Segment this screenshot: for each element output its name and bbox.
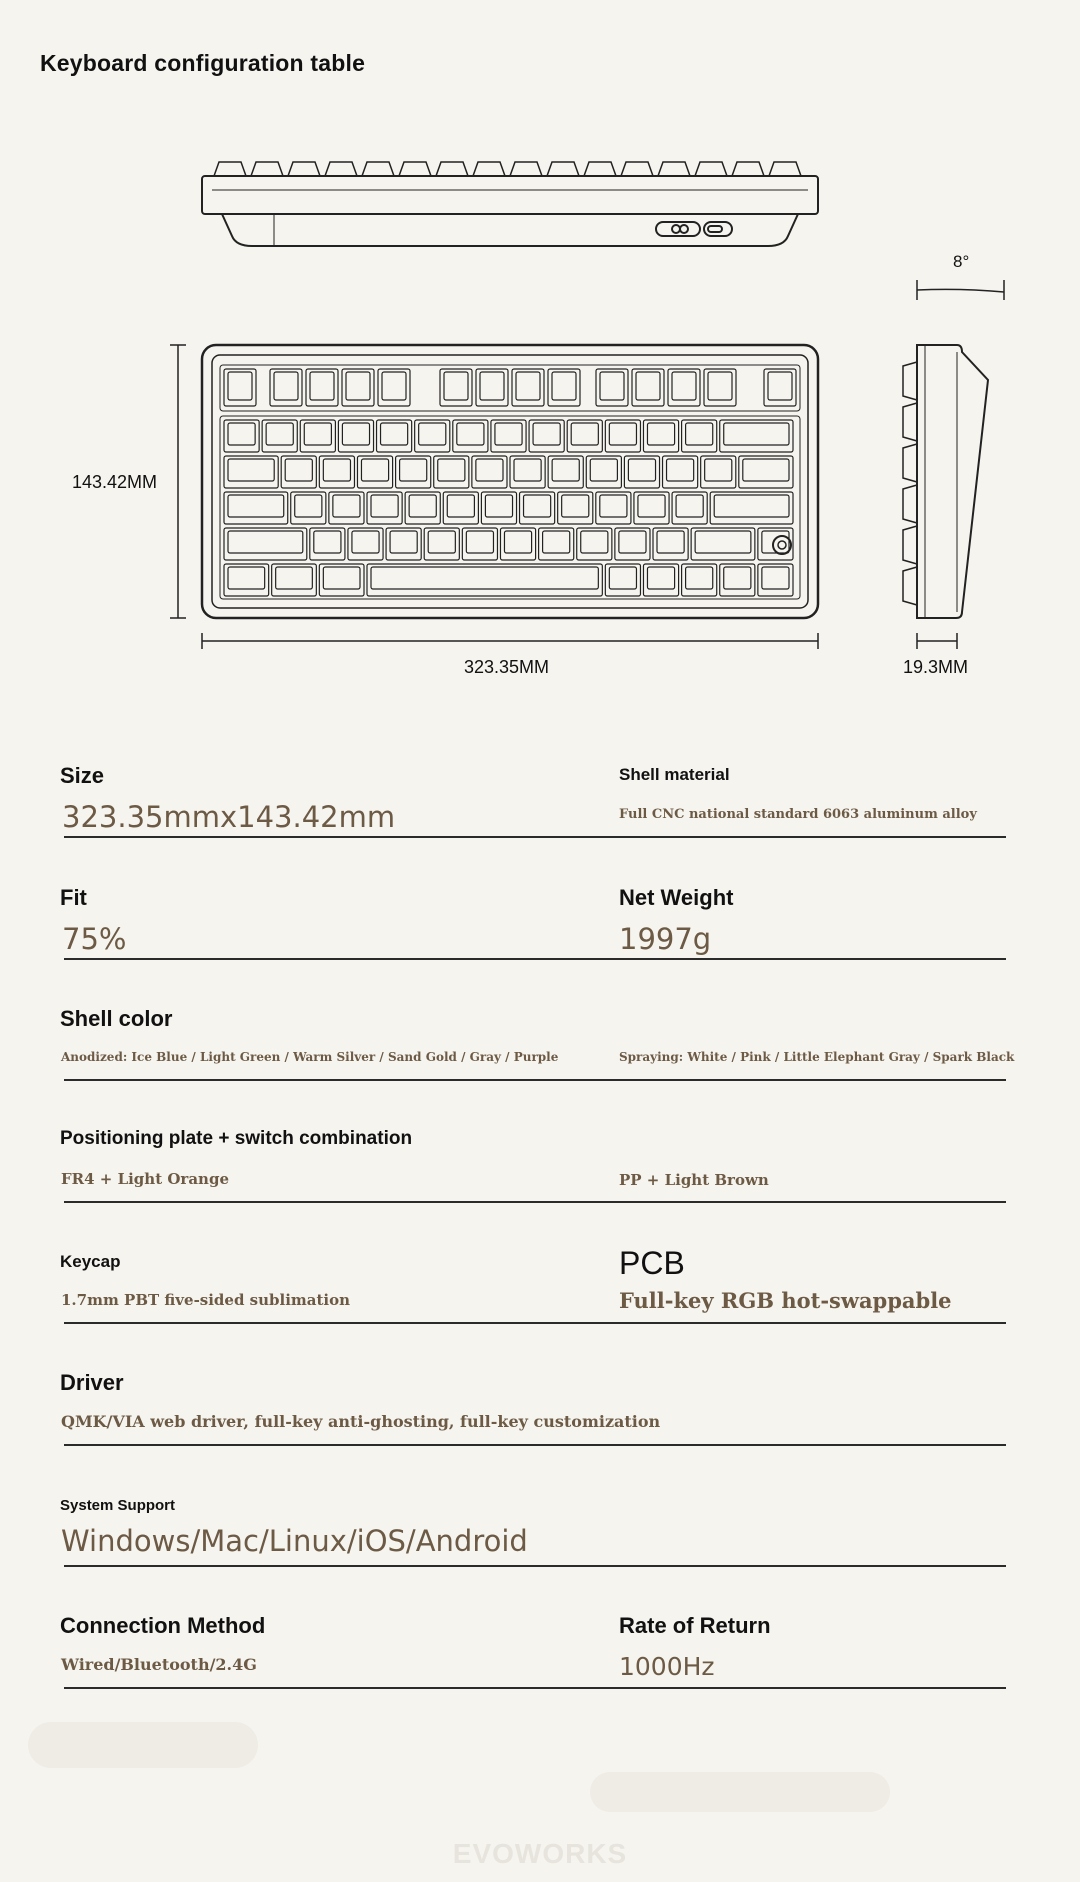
key-top: [609, 567, 636, 589]
key: [624, 456, 659, 488]
key: [377, 420, 412, 452]
system-support-value: Windows/Mac/Linux/iOS/Android: [61, 1524, 528, 1558]
key: [682, 420, 717, 452]
keycap-side-profile: [903, 567, 917, 605]
depth-dimension-label: 19.3MM: [903, 657, 969, 677]
key-top: [636, 372, 660, 400]
connection-value: Wired/Bluetooth/2.4G: [61, 1655, 257, 1674]
connection-label: Connection Method: [60, 1613, 266, 1638]
key: [520, 492, 555, 524]
key-top: [533, 423, 560, 445]
page-title: Keyboard configuration table: [40, 50, 366, 76]
key-top: [444, 372, 468, 400]
shell-color-label: Shell color: [60, 1006, 173, 1031]
plate-label: Positioning plate + switch combination: [60, 1128, 413, 1149]
key-top: [619, 531, 646, 553]
keycap-side-profile: [903, 403, 917, 441]
fit-label: Fit: [60, 885, 87, 910]
key: [758, 564, 793, 596]
key: [262, 420, 297, 452]
key-top: [352, 531, 379, 553]
keyboard-diagram: [0, 0, 1080, 720]
key-top: [447, 495, 474, 517]
pcb-label: PCB: [619, 1245, 685, 1281]
divider: [64, 1201, 1006, 1203]
key: [586, 456, 621, 488]
key-top: [310, 372, 334, 400]
key-top: [768, 372, 792, 400]
key: [548, 456, 583, 488]
key-top: [708, 372, 732, 400]
key: [272, 564, 317, 596]
side-view-drawing: [917, 345, 988, 618]
key-top: [228, 531, 303, 553]
key-top: [323, 567, 360, 589]
net-weight-label: Net Weight: [619, 885, 734, 910]
key-top: [381, 423, 408, 445]
key-top: [628, 459, 655, 481]
keycap-profile: [436, 162, 468, 176]
key: [739, 456, 793, 488]
key-top: [295, 495, 322, 517]
key-top: [647, 423, 674, 445]
divider: [64, 1687, 1006, 1689]
key-top: [314, 531, 341, 553]
brand-watermark: EVOWORKS: [452, 1838, 628, 1869]
front-view-drawing: [202, 176, 818, 246]
width-dimension-label: 323.35MM: [464, 657, 550, 677]
key-top: [695, 531, 751, 553]
key-top: [516, 372, 540, 400]
key-top: [304, 423, 331, 445]
key: [424, 528, 459, 560]
key: [605, 420, 640, 452]
keycap-profile: [510, 162, 542, 176]
key-top: [485, 495, 512, 517]
key: [415, 420, 450, 452]
key: [634, 492, 669, 524]
key-top: [342, 423, 369, 445]
keycap-label: Keycap: [60, 1252, 121, 1271]
key-top: [638, 495, 665, 517]
keycap-profile: [769, 162, 801, 176]
keycap-profile: [584, 162, 616, 176]
key: [567, 420, 602, 452]
key-top: [333, 495, 360, 517]
key: [300, 420, 335, 452]
driver-value: QMK/VIA web driver, full-key anti-ghosting, full-key customization: [61, 1412, 661, 1431]
key-top: [647, 567, 674, 589]
shell-material-value: Full CNC national standard 6063 aluminum alloy: [619, 807, 977, 822]
decorative-blur: [590, 1772, 890, 1812]
key: [462, 528, 497, 560]
net-weight-value: 1997g: [619, 922, 712, 956]
key: [224, 564, 269, 596]
key-top: [552, 459, 579, 481]
key-top: [228, 459, 274, 481]
key-top: [228, 423, 255, 445]
key-top: [476, 459, 503, 481]
keycap-profile: [288, 162, 320, 176]
key: [558, 492, 593, 524]
key-top: [504, 531, 531, 553]
key: [472, 456, 507, 488]
key: [643, 420, 678, 452]
key-top: [480, 372, 504, 400]
keycap-side-profile: [903, 362, 917, 400]
keycap-side-profile: [903, 526, 917, 564]
key-top: [657, 531, 684, 553]
key: [338, 420, 373, 452]
shell-material-label: Shell material: [619, 765, 730, 784]
key-top: [371, 567, 598, 589]
key: [653, 528, 688, 560]
key: [720, 564, 755, 596]
key-top: [600, 495, 627, 517]
key: [615, 528, 650, 560]
plate-option-1: FR4 + Light Orange: [61, 1170, 229, 1188]
divider: [64, 836, 1006, 838]
key: [539, 528, 574, 560]
key-top: [419, 423, 446, 445]
key-top: [524, 495, 551, 517]
keycap-profile: [621, 162, 653, 176]
key: [405, 492, 440, 524]
key-top: [571, 423, 598, 445]
key-top: [590, 459, 617, 481]
plate-option-2: PP + Light Brown: [619, 1171, 769, 1189]
key: [481, 492, 516, 524]
divider: [64, 1444, 1006, 1446]
key-top: [228, 495, 284, 517]
key: [596, 492, 631, 524]
key-top: [409, 495, 436, 517]
key-top: [428, 531, 455, 553]
decorative-blur: [28, 1722, 258, 1768]
key-top: [672, 372, 696, 400]
key: [672, 492, 707, 524]
size-value: 323.35mmx143.42mm: [62, 800, 396, 834]
key: [396, 456, 431, 488]
key-top: [274, 372, 298, 400]
key: [367, 564, 602, 596]
key: [434, 456, 469, 488]
key-top: [361, 459, 388, 481]
key: [224, 528, 307, 560]
key: [224, 456, 278, 488]
divider: [64, 1322, 1006, 1324]
system-support-label: System Support: [60, 1497, 176, 1514]
key: [224, 492, 288, 524]
key: [443, 492, 478, 524]
key-top: [600, 372, 624, 400]
keycap-profile: [362, 162, 394, 176]
key: [357, 456, 392, 488]
key-top: [323, 459, 350, 481]
rate-value: 1000Hz: [619, 1652, 715, 1681]
key: [367, 492, 402, 524]
key: [758, 528, 793, 560]
key-top: [552, 372, 576, 400]
fit-value: 75%: [62, 922, 127, 956]
driver-label: Driver: [60, 1370, 124, 1395]
key-top: [371, 495, 398, 517]
key-top: [762, 567, 789, 589]
key: [281, 456, 316, 488]
key-top: [466, 531, 493, 553]
key-top: [743, 459, 789, 481]
key-top: [400, 459, 427, 481]
key: [663, 456, 698, 488]
key: [701, 456, 736, 488]
key-top: [686, 567, 713, 589]
key-top: [438, 459, 465, 481]
shell-color-anodized: Anodized: Ice Blue / Light Green / Warm Silver / Sand Gold / Gray / Purple: [61, 1050, 559, 1064]
key-top: [276, 567, 313, 589]
divider: [64, 1565, 1006, 1567]
divider: [64, 958, 1006, 960]
key: [691, 528, 755, 560]
key: [329, 492, 364, 524]
angle-dimension-label: 8°: [953, 252, 970, 271]
key: [319, 456, 354, 488]
key-top: [514, 459, 541, 481]
key-top: [228, 567, 265, 589]
divider: [64, 1079, 1006, 1081]
key-top: [266, 423, 293, 445]
key-top: [667, 459, 694, 481]
key: [310, 528, 345, 560]
key: [491, 420, 526, 452]
key-top: [581, 531, 608, 553]
keycap-profile: [547, 162, 579, 176]
keycap-profile: [399, 162, 431, 176]
keycap-side-profile: [903, 485, 917, 523]
key: [510, 456, 545, 488]
key-top: [609, 423, 636, 445]
key-top: [457, 423, 484, 445]
pcb-value: Full-key RGB hot-swappable: [619, 1288, 952, 1313]
key-top: [705, 459, 732, 481]
keycap-profile: [251, 162, 283, 176]
key-top: [676, 495, 703, 517]
key-top: [686, 423, 713, 445]
key-top: [714, 495, 789, 517]
keycap-profile: [473, 162, 505, 176]
keycap-profile: [695, 162, 727, 176]
key-top: [228, 372, 252, 400]
key-top: [724, 567, 751, 589]
shell-color-spraying: Spraying: White / Pink / Little Elephant Gray / Spark Black: [619, 1050, 1015, 1064]
keycap-side-profile: [903, 444, 917, 482]
key: [682, 564, 717, 596]
keycap-value: 1.7mm PBT five-sided sublimation: [61, 1291, 351, 1309]
key-top: [346, 372, 370, 400]
key: [720, 420, 793, 452]
rate-label: Rate of Return: [619, 1613, 771, 1638]
key-top: [390, 531, 417, 553]
key: [319, 564, 364, 596]
key-top: [562, 495, 589, 517]
key: [605, 564, 640, 596]
key: [224, 420, 259, 452]
height-dimension-label: 143.42MM: [72, 472, 158, 492]
keycap-profile: [325, 162, 357, 176]
key: [453, 420, 488, 452]
key: [500, 528, 535, 560]
key: [643, 564, 678, 596]
key: [386, 528, 421, 560]
key: [710, 492, 793, 524]
key-top: [724, 423, 789, 445]
keycap-profile: [214, 162, 246, 176]
size-label: Size: [60, 763, 105, 788]
key-top: [285, 459, 312, 481]
key-top: [382, 372, 406, 400]
key: [348, 528, 383, 560]
keycap-profile: [732, 162, 764, 176]
key: [577, 528, 612, 560]
key: [291, 492, 326, 524]
key: [529, 420, 564, 452]
keycap-profile: [658, 162, 690, 176]
key-top: [543, 531, 570, 553]
key-top: [495, 423, 522, 445]
